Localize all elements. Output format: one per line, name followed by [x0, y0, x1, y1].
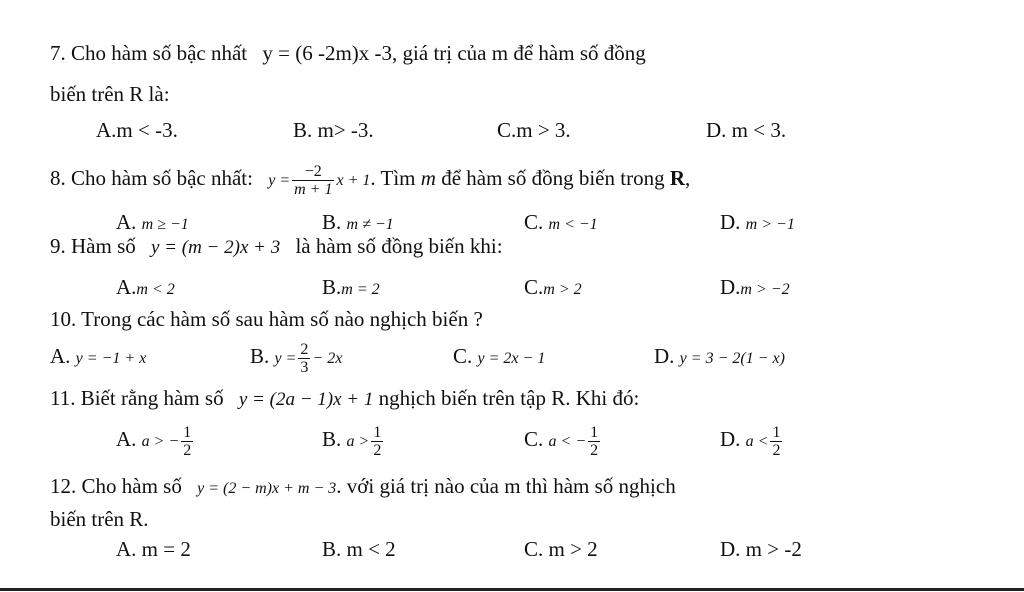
q7-line2: biến trên R là: [50, 82, 170, 106]
q10-option-a [50, 337, 146, 378]
q11-option-a [116, 417, 195, 464]
q9-option-a [116, 274, 175, 303]
q8-m-var: m [420, 166, 436, 190]
q10-option-d-label: D. [654, 344, 675, 368]
q8-option-a-expr: m ≥ −1 [141, 216, 189, 233]
q10-option-b-num: 2 [300, 340, 309, 358]
q9-text-after: là hàm số đồng biến khi: [295, 234, 503, 258]
q11-option-a-pre: a > − [141, 433, 180, 450]
q11-option-a-den: 2 [183, 441, 192, 459]
q11-option-b-fraction [371, 424, 383, 459]
q9-option-c [524, 274, 582, 303]
q12-text-before: 12. Cho hàm số [50, 474, 182, 498]
q9-option-d-expr: m > −2 [740, 281, 790, 298]
q10-option-b-post: − 2x [312, 350, 343, 367]
q7-text-after: , giá trị của m để hàm số đồng [392, 41, 646, 65]
q11-option-d-num: 1 [772, 423, 781, 441]
q8-fraction-num: −2 [292, 163, 334, 181]
q11-text-before: 11. Biết rằng hàm số [50, 386, 224, 410]
q8-text-r: R [669, 166, 685, 190]
q10-line1: 10. Trong các hàm số sau hàm số nào nghịch biến ? [50, 307, 483, 331]
q8-option-c [524, 209, 598, 238]
q8-option-c-expr: m < −1 [548, 216, 598, 233]
q11-option-b-num: 1 [373, 423, 382, 441]
q8-fraction-den: m + 1 [294, 180, 333, 198]
q8-option-d-expr: m > −1 [745, 216, 795, 233]
q10-option-c [453, 337, 545, 378]
q7-option-a: A.m < -3. [96, 118, 178, 142]
q10-option-d [654, 337, 785, 378]
q11-option-c-num: 1 [590, 423, 599, 441]
q8-line1 [50, 158, 690, 201]
q11-option-c-pre: a < − [548, 433, 587, 450]
q10-option-b-fraction [298, 341, 310, 376]
q10-option-a-label: A. [50, 344, 71, 368]
q9-option-c-expr: m > 2 [543, 281, 582, 298]
q8-formula-tail: x + 1 [336, 172, 371, 189]
q9-option-d-label: D. [720, 275, 741, 299]
q8-option-c-label: C. [524, 210, 544, 234]
q11-formula: y = (2a − 1)x + 1 [238, 389, 374, 410]
q8-option-b-expr: m ≠ −1 [346, 216, 394, 233]
q11-option-b-pre: a > [346, 433, 370, 450]
q8-option-b-label: B. [322, 210, 342, 234]
q8-text-after2: để hàm số đồng biến trong [441, 166, 665, 190]
q11-option-d [720, 417, 784, 464]
bottom-divider [0, 588, 1024, 591]
q12-option-d: D. m > -2 [720, 537, 802, 561]
q12-line2: biến trên R. [50, 507, 149, 531]
q10-option-d-expr: y = 3 − 2(1 − x) [679, 350, 785, 367]
q8-text-before: 8. Cho hàm số bậc nhất: [50, 166, 253, 190]
q8-option-d [720, 209, 795, 238]
q10-option-a-expr: y = −1 + x [75, 350, 147, 367]
q12-option-c: C. m > 2 [524, 537, 598, 561]
q7-line1 [50, 40, 646, 66]
q10-option-c-label: C. [453, 344, 473, 368]
q12-text-after: . với giá trị nào của m thì hàm số nghịch [336, 474, 676, 498]
q11-line1 [50, 385, 639, 413]
q11-option-c-fraction [588, 424, 600, 459]
q10-option-b-pre: y = [274, 350, 297, 367]
q7-option-d: D. m < 3. [706, 118, 787, 142]
q12-option-b: B. m < 2 [322, 537, 396, 561]
q8-formula-y: y = [268, 172, 291, 189]
q7-option-b: B. m> -3. [293, 118, 374, 142]
q11-option-c-den: 2 [590, 441, 599, 459]
q9-formula: y = (m − 2)x + 3 [151, 237, 281, 258]
q11-option-d-fraction [770, 424, 782, 459]
q9-option-c-label: C. [524, 275, 544, 299]
q8-text-after: . Tìm [370, 166, 416, 190]
q8-option-d-label: D. [720, 210, 741, 234]
q8-option-a-label: A. [116, 210, 137, 234]
q7-option-c: C.m > 3. [497, 118, 571, 142]
q11-option-b [322, 417, 385, 464]
q8-fraction [292, 163, 334, 198]
q12-formula: y = (2 − m)x + m − 3 [197, 480, 337, 497]
q12-line1 [50, 473, 676, 502]
q10-option-b-label: B. [250, 344, 270, 368]
q8-text-comma: , [685, 166, 691, 190]
q9-line1 [50, 233, 503, 261]
q11-option-d-den: 2 [772, 441, 781, 459]
q9-option-d [720, 274, 790, 303]
q11-option-a-label: A. [116, 427, 137, 451]
q11-text-after: nghịch biến trên tập R. Khi đó: [378, 386, 640, 410]
q9-text-before: 9. Hàm số [50, 234, 136, 258]
q11-option-d-label: D. [720, 427, 741, 451]
q9-option-b [322, 274, 380, 303]
q7-text-before: 7. Cho hàm số bậc nhất [50, 41, 248, 65]
q7-formula: y = (6 -2m)x -3 [262, 41, 393, 65]
q10-option-b-den: 3 [300, 358, 309, 376]
q11-option-c [524, 417, 602, 464]
q10-option-b [250, 337, 342, 378]
q11-option-b-label: B. [322, 427, 342, 451]
q9-option-b-label: B. [322, 275, 342, 299]
q11-option-b-den: 2 [373, 441, 382, 459]
q9-option-b-expr: m = 2 [341, 281, 380, 298]
q11-option-a-fraction [181, 424, 193, 459]
q11-option-d-pre: a < [745, 433, 769, 450]
q12-option-a: A. m = 2 [116, 537, 191, 561]
q10-option-c-expr: y = 2x − 1 [477, 350, 546, 367]
q9-option-a-label: A. [116, 275, 137, 299]
q11-option-a-num: 1 [183, 423, 192, 441]
q9-option-a-expr: m < 2 [136, 281, 175, 298]
q11-option-c-label: C. [524, 427, 544, 451]
